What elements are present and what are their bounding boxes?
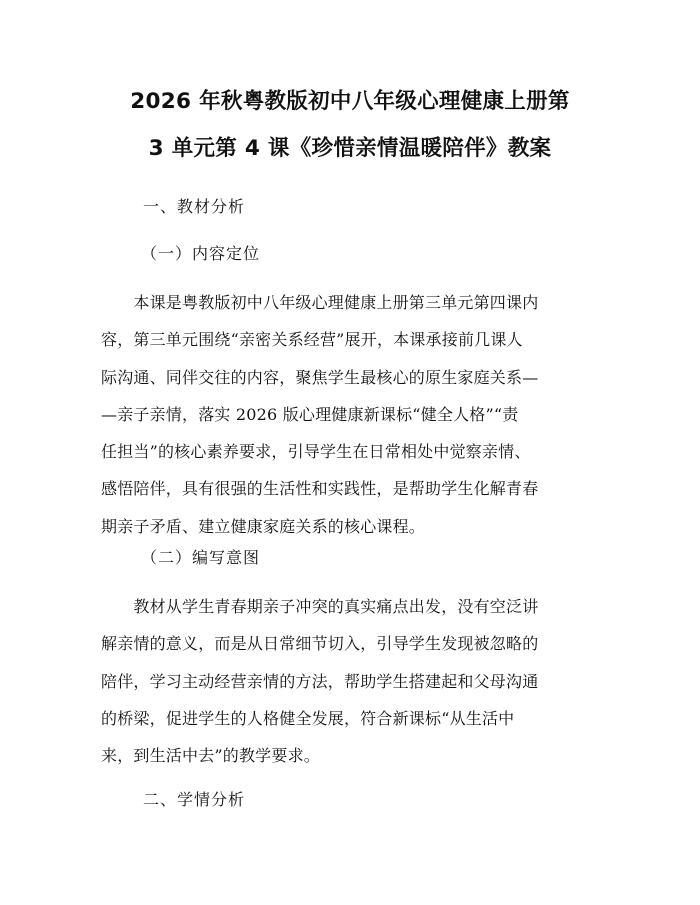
subsection-heading-writing-intent: （二）编写意图 [141, 548, 261, 567]
paragraph-line: 容，第三单元围绕“亲密关系经营”展开，本课承接前几课人 [101, 330, 523, 350]
paragraph-line: 教材从学生青春期亲子冲突的真实痛点出发，没有空泛讲 [101, 597, 539, 616]
section-heading-learner-analysis: 二、学情分析 [143, 790, 246, 809]
paragraph-writing-intent [101, 588, 601, 774]
paragraph-line: 际沟通、同伴交往的内容，聚焦学生最核心的原生家庭关系— [101, 367, 539, 387]
paragraph-line: —亲子亲情，落实 2026 版心理健康新课标“健全人格”“责 [101, 404, 519, 424]
document-title [92, 78, 608, 172]
title-line: 2026 年秋粤教版初中八年级心理健康上册第 [130, 89, 570, 114]
paragraph-line: 任担当”的核心素养要求，引导学生在日常相处中觉察亲情、 [101, 442, 531, 462]
paragraph-line: 期亲子矛盾、建立健康家庭关系的核心课程。 [101, 516, 426, 536]
section-heading-textbook-analysis: 一、教材分析 [143, 197, 246, 216]
paragraph-line: 陪伴，学习主动经营亲情的方法，帮助学生搭建起和父母沟通 [101, 671, 539, 691]
paragraph-line: 感悟陪伴，具有很强的生活性和实践性，是帮助学生化解青春 [101, 479, 539, 499]
subsection-heading-content-positioning: （一）内容定位 [141, 244, 261, 263]
paragraph-line: 解亲情的意义，而是从日常细节切入，引导学生发现被忽略的 [101, 634, 539, 654]
paragraph-content-positioning [101, 284, 601, 545]
paragraph-line: 本课是粤教版初中八年级心理健康上册第三单元第四课内 [101, 293, 539, 312]
title-line: 3 单元第 4 课《珍惜亲情温暖陪伴》教案 [148, 136, 552, 161]
paragraph-line: 来，到生活中去”的教学要求。 [101, 746, 320, 766]
paragraph-line: 的桥梁，促进学生的人格健全发展，符合新课标“从生活中 [101, 708, 515, 728]
